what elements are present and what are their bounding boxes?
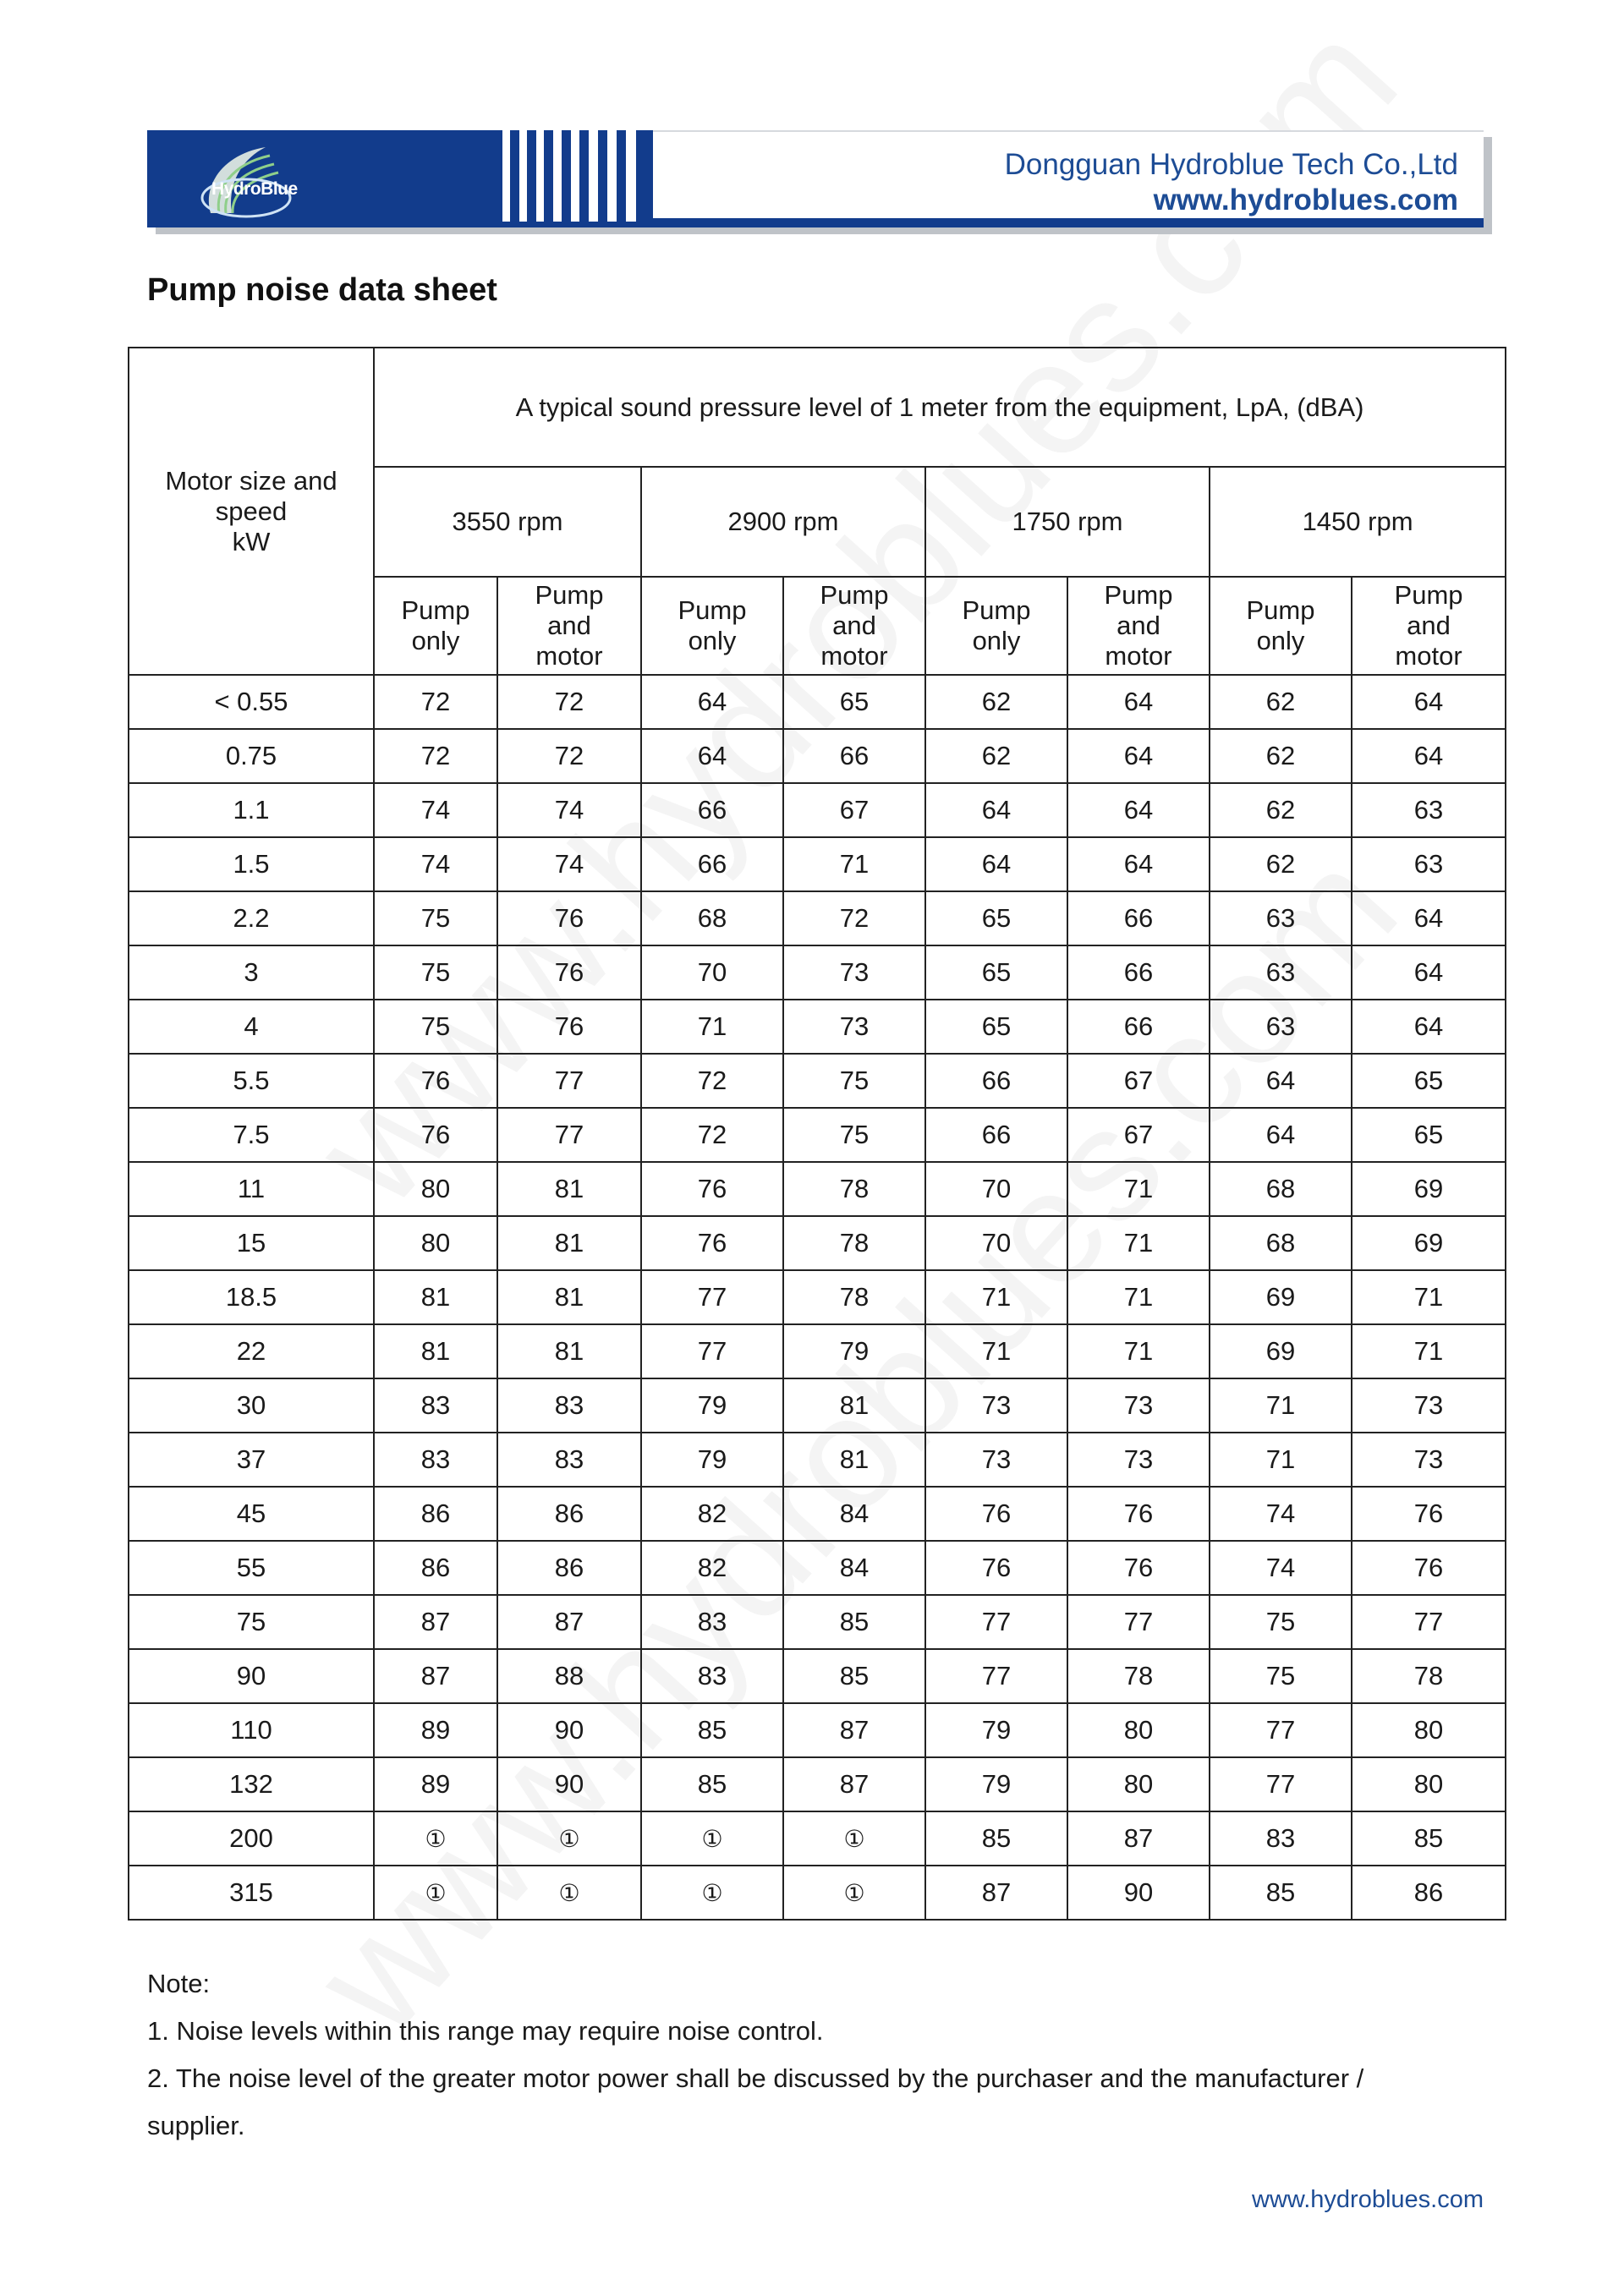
table-row [129, 1487, 1506, 1541]
noise-value-cell: 72 [641, 1054, 783, 1108]
noise-value-cell: 71 [1210, 1378, 1352, 1433]
noise-value-cell: 65 [925, 945, 1067, 1000]
noise-value-cell: ① [497, 1811, 641, 1866]
noise-value-cell: 72 [497, 675, 641, 729]
noise-value-cell: 81 [783, 1378, 925, 1433]
motor-size-cell: 55 [129, 1541, 374, 1595]
noise-value-cell: 62 [1210, 837, 1352, 891]
noise-value-cell: 77 [1210, 1757, 1352, 1811]
noise-value-cell: 64 [1067, 837, 1210, 891]
noise-value-cell: 71 [1352, 1270, 1506, 1324]
noise-data-table [128, 347, 1506, 1921]
motor-size-cell: 110 [129, 1703, 374, 1757]
motor-size-cell: 30 [129, 1378, 374, 1433]
noise-value-cell: 80 [1067, 1703, 1210, 1757]
table-row [129, 1757, 1506, 1811]
noise-value-cell: 86 [374, 1487, 497, 1541]
motor-size-cell: 18.5 [129, 1270, 374, 1324]
speed-header: 2900 rpm [641, 467, 925, 577]
noise-value-cell: 75 [374, 1000, 497, 1054]
noise-value-cell: 63 [1210, 1000, 1352, 1054]
noise-value-cell: 65 [1352, 1054, 1506, 1108]
noise-value-cell: 87 [374, 1595, 497, 1649]
noise-value-cell: 78 [1352, 1649, 1506, 1703]
noise-value-cell: 78 [783, 1162, 925, 1216]
subheader-pump-only [1210, 577, 1352, 675]
motor-size-cell: 0.75 [129, 729, 374, 783]
noise-value-cell: 76 [497, 1000, 641, 1054]
noise-value-cell: 72 [641, 1108, 783, 1162]
noise-value-cell: 70 [925, 1216, 1067, 1270]
noise-value-cell: 75 [374, 891, 497, 945]
noise-value-cell: 72 [783, 891, 925, 945]
noise-value-cell: 87 [783, 1757, 925, 1811]
noise-value-cell: 66 [783, 729, 925, 783]
subheader-word: motor [535, 641, 603, 671]
motor-size-cell: 5.5 [129, 1054, 374, 1108]
motor-size-cell: 4 [129, 1000, 374, 1054]
table-row [129, 1270, 1506, 1324]
noise-value-cell: 75 [1210, 1649, 1352, 1703]
noise-value-cell: 87 [925, 1866, 1067, 1920]
subheader-word: only [411, 626, 460, 655]
noise-value-cell: 64 [1352, 675, 1506, 729]
noise-value-cell: 83 [641, 1595, 783, 1649]
noise-value-cell: ① [783, 1811, 925, 1866]
noise-value-cell: 79 [783, 1324, 925, 1378]
noise-value-cell: 79 [925, 1757, 1067, 1811]
noise-value-cell: 76 [925, 1541, 1067, 1595]
noise-value-cell: 66 [1067, 945, 1210, 1000]
table-row [129, 1324, 1506, 1378]
table-row [129, 1216, 1506, 1270]
noise-value-cell: 67 [1067, 1108, 1210, 1162]
banner-blue-panel [147, 130, 653, 227]
noise-value-cell: 90 [497, 1757, 641, 1811]
noise-value-cell: 78 [783, 1216, 925, 1270]
noise-value-cell: 73 [925, 1433, 1067, 1487]
noise-value-cell: 64 [1210, 1054, 1352, 1108]
noise-value-cell: 73 [1067, 1378, 1210, 1433]
motor-size-header [129, 348, 374, 675]
noise-value-cell: 86 [497, 1487, 641, 1541]
noise-value-cell: 83 [497, 1378, 641, 1433]
noise-value-cell: ① [641, 1811, 783, 1866]
motor-size-cell: 11 [129, 1162, 374, 1216]
noise-value-cell: 65 [925, 891, 1067, 945]
company-name: Dongguan Hydroblue Tech Co.,Ltd [1004, 148, 1458, 181]
noise-value-cell: 62 [1210, 675, 1352, 729]
noise-value-cell: 81 [497, 1216, 641, 1270]
motor-size-cell: 90 [129, 1649, 374, 1703]
noise-value-cell: 71 [1067, 1324, 1210, 1378]
noise-value-cell: 78 [783, 1270, 925, 1324]
noise-value-cell: 66 [641, 837, 783, 891]
noise-value-cell: 80 [1352, 1703, 1506, 1757]
motor-size-header-line: Motor size and [165, 465, 337, 496]
noise-value-cell: 80 [374, 1162, 497, 1216]
noise-value-cell: 76 [1067, 1487, 1210, 1541]
noise-value-cell: 83 [374, 1433, 497, 1487]
speed-header: 1750 rpm [925, 467, 1210, 577]
noise-value-cell: 76 [1352, 1487, 1506, 1541]
noise-value-cell: 74 [1210, 1541, 1352, 1595]
noise-value-cell: 66 [1067, 891, 1210, 945]
motor-size-cell: 3 [129, 945, 374, 1000]
noise-value-cell: 76 [374, 1108, 497, 1162]
subheader-word: Pump [1104, 580, 1173, 610]
subheader-word: Pump [401, 595, 470, 625]
table-row [129, 837, 1506, 891]
subheader-pump-only [925, 577, 1067, 675]
noise-value-cell: 72 [374, 675, 497, 729]
banner-stripe [536, 130, 544, 222]
banner-stripe [626, 130, 636, 222]
subheader-pump-only [641, 577, 783, 675]
noise-value-cell: 65 [1352, 1108, 1506, 1162]
table-row [129, 1866, 1506, 1920]
noise-value-cell: 74 [374, 837, 497, 891]
table-row [129, 1162, 1506, 1216]
motor-size-cell: 75 [129, 1595, 374, 1649]
noise-value-cell: 89 [374, 1757, 497, 1811]
noise-value-cell: 69 [1210, 1324, 1352, 1378]
noise-value-cell: 65 [925, 1000, 1067, 1054]
noise-value-cell: 85 [925, 1811, 1067, 1866]
noise-value-cell: ① [374, 1866, 497, 1920]
noise-value-cell: 87 [374, 1649, 497, 1703]
noise-value-cell: 64 [1210, 1108, 1352, 1162]
footer-url[interactable]: www.hydroblues.com [1252, 2186, 1484, 2213]
subheader-pump-only [374, 577, 497, 675]
company-url[interactable]: www.hydroblues.com [1153, 184, 1458, 216]
noise-value-cell: 80 [1352, 1757, 1506, 1811]
motor-size-cell: 15 [129, 1216, 374, 1270]
subheader-word: Pump [1246, 595, 1315, 625]
banner-stripe [553, 130, 562, 222]
noise-value-cell: 71 [783, 837, 925, 891]
subheader-word: motor [1395, 641, 1462, 671]
noise-value-cell: 85 [641, 1757, 783, 1811]
banner-stripe [607, 130, 617, 222]
subheader-pump-and-motor [1067, 577, 1210, 675]
noise-value-cell: 77 [641, 1270, 783, 1324]
noise-value-cell: 66 [1067, 1000, 1210, 1054]
noise-value-cell: 62 [1210, 783, 1352, 837]
noise-value-cell: 66 [641, 783, 783, 837]
noise-value-cell: 81 [374, 1270, 497, 1324]
noise-value-cell: 83 [374, 1378, 497, 1433]
noise-value-cell: 73 [925, 1378, 1067, 1433]
noise-value-cell: 76 [497, 891, 641, 945]
logo-text: HydroBlue [211, 179, 298, 199]
noise-value-cell: 62 [925, 729, 1067, 783]
noise-value-cell: 90 [1067, 1866, 1210, 1920]
banner-stripe [571, 130, 579, 222]
noise-value-cell: 70 [925, 1162, 1067, 1216]
noise-value-cell: 64 [641, 675, 783, 729]
noise-value-cell: 85 [1210, 1866, 1352, 1920]
noise-value-cell: 66 [925, 1108, 1067, 1162]
subheader-word: and [832, 611, 876, 640]
noise-value-cell: 86 [497, 1541, 641, 1595]
noise-value-cell: 74 [1210, 1487, 1352, 1541]
noise-value-cell: 81 [783, 1433, 925, 1487]
noise-value-cell: 75 [783, 1054, 925, 1108]
noise-value-cell: 71 [925, 1270, 1067, 1324]
subheader-word: and [1407, 611, 1451, 640]
noise-value-cell: 76 [641, 1216, 783, 1270]
table-row [129, 1000, 1506, 1054]
noise-value-cell: 87 [783, 1703, 925, 1757]
noise-value-cell: 71 [1067, 1162, 1210, 1216]
header-banner [147, 130, 1484, 227]
noise-value-cell: 80 [374, 1216, 497, 1270]
noise-value-cell: 77 [497, 1108, 641, 1162]
noise-value-cell: 81 [497, 1270, 641, 1324]
subheader-word: and [547, 611, 591, 640]
noise-value-cell: 79 [925, 1703, 1067, 1757]
noise-value-cell: 69 [1352, 1162, 1506, 1216]
noise-value-cell: 83 [641, 1649, 783, 1703]
motor-size-cell: 200 [129, 1811, 374, 1866]
noise-value-cell: 76 [925, 1487, 1067, 1541]
page-title: Pump noise data sheet [147, 272, 497, 308]
noise-value-cell: 84 [783, 1541, 925, 1595]
noise-value-cell: 81 [374, 1324, 497, 1378]
noise-value-cell: 63 [1210, 945, 1352, 1000]
noise-value-cell: ① [497, 1866, 641, 1920]
noise-value-cell: 71 [1067, 1216, 1210, 1270]
table-row [129, 1054, 1506, 1108]
noise-value-cell: 68 [641, 891, 783, 945]
banner-stripe [589, 130, 598, 222]
motor-size-cell: 1.1 [129, 783, 374, 837]
noise-value-cell: 67 [1067, 1054, 1210, 1108]
noise-value-cell: 76 [1352, 1541, 1506, 1595]
noise-value-cell: 86 [374, 1541, 497, 1595]
noise-value-cell: 62 [925, 675, 1067, 729]
subheader-word: only [972, 626, 1021, 655]
table-body [129, 675, 1506, 1920]
subheader-word: Pump [962, 595, 1031, 625]
noise-value-cell: 85 [783, 1649, 925, 1703]
noise-value-cell: 81 [497, 1162, 641, 1216]
speed-header: 3550 rpm [374, 467, 641, 577]
company-block [1005, 147, 1458, 218]
note-item: 2. The noise level of the greater motor power shall be discussed by the purchaser and the manufacturer / supplier. [147, 2063, 1364, 2140]
subheader-word: Pump [820, 580, 889, 610]
noise-value-cell: 69 [1352, 1216, 1506, 1270]
noise-value-cell: 88 [497, 1649, 641, 1703]
noise-value-cell: 78 [1067, 1649, 1210, 1703]
notes-section [147, 1960, 1467, 2150]
noise-value-cell: 67 [783, 783, 925, 837]
noise-value-cell: 71 [1210, 1433, 1352, 1487]
banner-underline [653, 218, 1484, 227]
noise-value-cell: 76 [641, 1162, 783, 1216]
table-row [129, 1811, 1506, 1866]
motor-size-cell: 45 [129, 1487, 374, 1541]
motor-size-cell: 315 [129, 1866, 374, 1920]
noise-value-cell: 77 [925, 1649, 1067, 1703]
noise-value-cell: 65 [783, 675, 925, 729]
noise-value-cell: ① [783, 1866, 925, 1920]
table-row [129, 1703, 1506, 1757]
motor-size-cell: 1.5 [129, 837, 374, 891]
noise-value-cell: 83 [1210, 1811, 1352, 1866]
subheader-pump-and-motor [1352, 577, 1506, 675]
subheader-word: motor [820, 641, 888, 671]
noise-value-cell: 75 [783, 1108, 925, 1162]
noise-value-cell: 71 [1352, 1324, 1506, 1378]
noise-value-cell: 64 [1067, 783, 1210, 837]
noise-value-cell: 77 [1352, 1595, 1506, 1649]
noise-value-cell: 64 [1352, 1000, 1506, 1054]
table-row [129, 1541, 1506, 1595]
motor-size-cell: 132 [129, 1757, 374, 1811]
noise-value-cell: 87 [1067, 1811, 1210, 1866]
notes-heading: Note: [147, 1969, 211, 1998]
subheader-pump-and-motor [783, 577, 925, 675]
table-row [129, 729, 1506, 783]
noise-value-cell: ① [374, 1811, 497, 1866]
motor-size-header-line: speed [215, 496, 288, 526]
noise-value-cell: 74 [497, 837, 641, 891]
speed-header: 1450 rpm [1210, 467, 1506, 577]
motor-size-cell: < 0.55 [129, 675, 374, 729]
noise-value-cell: 73 [1352, 1433, 1506, 1487]
table-row [129, 891, 1506, 945]
noise-value-cell: 83 [497, 1433, 641, 1487]
noise-value-cell: 73 [1352, 1378, 1506, 1433]
sound-level-header: A typical sound pressure level of 1 meter from the equipment, LpA, (dBA) [374, 348, 1506, 467]
motor-size-cell: 37 [129, 1433, 374, 1487]
noise-value-cell: 64 [1352, 891, 1506, 945]
subheader-word: Pump [535, 580, 604, 610]
noise-value-cell: 64 [1067, 675, 1210, 729]
noise-value-cell: 68 [1210, 1162, 1352, 1216]
noise-value-cell: 72 [374, 729, 497, 783]
noise-value-cell: 70 [641, 945, 783, 1000]
banner-white-panel [653, 130, 1484, 223]
noise-value-cell: 69 [1210, 1270, 1352, 1324]
noise-value-cell: 71 [641, 1000, 783, 1054]
noise-value-cell: 75 [1210, 1595, 1352, 1649]
noise-value-cell: 74 [374, 783, 497, 837]
table-row [129, 1649, 1506, 1703]
subheader-word: Pump [678, 595, 747, 625]
noise-value-cell: 81 [497, 1324, 641, 1378]
subheader-word: Pump [1394, 580, 1463, 610]
motor-size-cell: 7.5 [129, 1108, 374, 1162]
noise-value-cell: 64 [1067, 729, 1210, 783]
noise-value-cell: 68 [1210, 1216, 1352, 1270]
table-row [129, 1378, 1506, 1433]
noise-value-cell: 73 [783, 1000, 925, 1054]
noise-value-cell: 85 [1352, 1811, 1506, 1866]
noise-value-cell: 77 [1067, 1595, 1210, 1649]
noise-value-cell: 82 [641, 1487, 783, 1541]
noise-value-cell: 63 [1352, 837, 1506, 891]
motor-size-cell: 2.2 [129, 891, 374, 945]
noise-value-cell: 79 [641, 1378, 783, 1433]
noise-value-cell: 75 [374, 945, 497, 1000]
noise-value-cell: 79 [641, 1433, 783, 1487]
noise-value-cell: 76 [1067, 1541, 1210, 1595]
motor-size-cell: 22 [129, 1324, 374, 1378]
table-row [129, 1108, 1506, 1162]
noise-value-cell: 66 [925, 1054, 1067, 1108]
banner-stripe [519, 130, 527, 222]
noise-value-cell: 76 [374, 1054, 497, 1108]
noise-value-cell: 82 [641, 1541, 783, 1595]
noise-value-cell: 62 [1210, 729, 1352, 783]
noise-value-cell: 84 [783, 1487, 925, 1541]
noise-value-cell: 77 [497, 1054, 641, 1108]
subheader-word: and [1116, 611, 1160, 640]
noise-value-cell: 87 [497, 1595, 641, 1649]
noise-value-cell: 73 [1067, 1433, 1210, 1487]
subheader-pump-and-motor [497, 577, 641, 675]
noise-value-cell: 76 [497, 945, 641, 1000]
noise-value-cell: 85 [783, 1595, 925, 1649]
table-row [129, 1433, 1506, 1487]
banner-stripe [502, 130, 510, 222]
noise-value-cell: 73 [783, 945, 925, 1000]
subheader-word: only [1256, 626, 1305, 655]
noise-value-cell: 74 [497, 783, 641, 837]
noise-value-cell: 71 [1067, 1270, 1210, 1324]
noise-value-cell: 64 [925, 837, 1067, 891]
noise-value-cell: 85 [641, 1703, 783, 1757]
noise-value-cell: 90 [497, 1703, 641, 1757]
noise-value-cell: 80 [1067, 1757, 1210, 1811]
noise-value-cell: 71 [925, 1324, 1067, 1378]
subheader-word: only [688, 626, 737, 655]
table-row [129, 945, 1506, 1000]
motor-size-header-line: kW [232, 526, 271, 556]
noise-value-cell: 64 [925, 783, 1067, 837]
noise-value-cell: 64 [1352, 729, 1506, 783]
noise-value-cell: 63 [1352, 783, 1506, 837]
noise-value-cell: 72 [497, 729, 641, 783]
noise-value-cell: 77 [641, 1324, 783, 1378]
noise-value-cell: 86 [1352, 1866, 1506, 1920]
table-row [129, 1595, 1506, 1649]
note-item: 1. Noise levels within this range may require noise control. [147, 2016, 824, 2046]
noise-value-cell: ① [641, 1866, 783, 1920]
noise-value-cell: 89 [374, 1703, 497, 1757]
table-row [129, 783, 1506, 837]
noise-value-cell: 64 [1352, 945, 1506, 1000]
table-row [129, 675, 1506, 729]
subheader-word: motor [1105, 641, 1172, 671]
noise-value-cell: 64 [641, 729, 783, 783]
noise-value-cell: 63 [1210, 891, 1352, 945]
noise-value-cell: 77 [925, 1595, 1067, 1649]
noise-value-cell: 77 [1210, 1703, 1352, 1757]
